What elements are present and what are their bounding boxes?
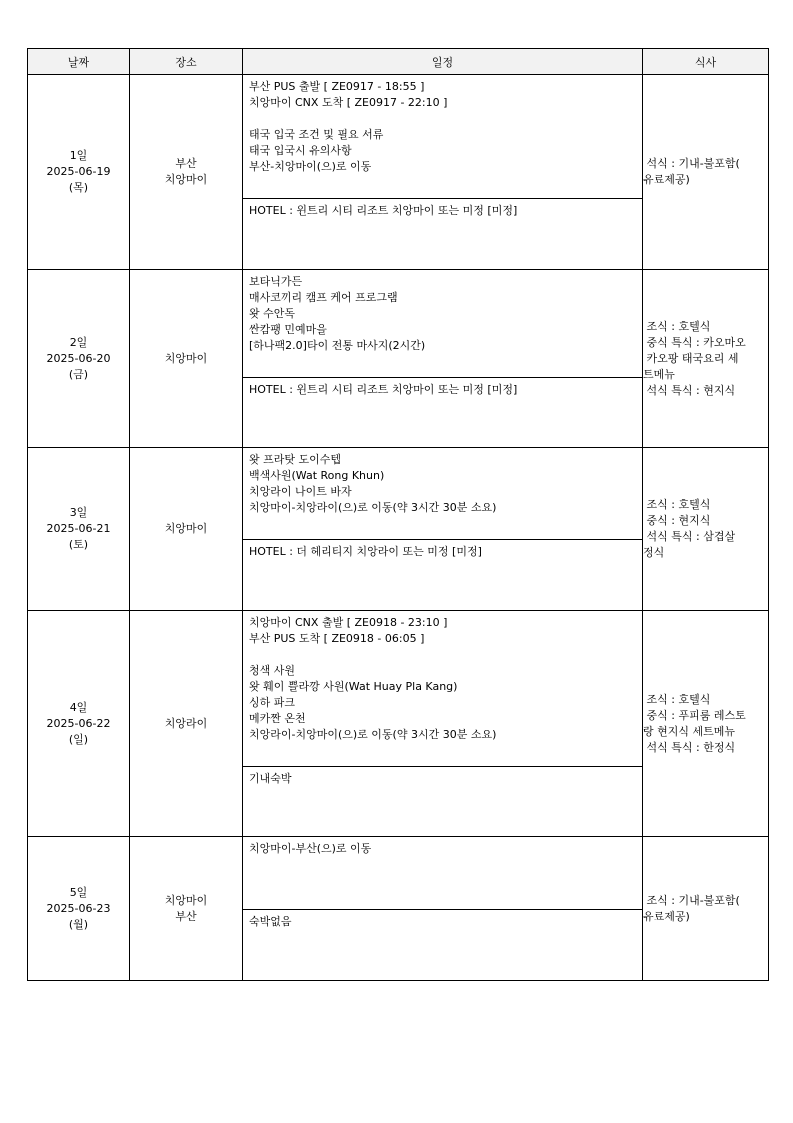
day-day: 2일 <box>69 335 88 349</box>
schedule-line <box>249 111 636 127</box>
day-day: 3일 <box>69 506 88 519</box>
schedule-cell <box>243 837 643 981</box>
schedule-activities <box>243 270 642 377</box>
place-cell <box>130 611 243 837</box>
schedule-line: 치앙마이 CNX 출발 [ ZE0918 - 23:10 ] <box>249 616 448 629</box>
hotel-text: HOTEL : 윈트리 시티 리조트 치앙마이 또는 미정 [미정] <box>249 204 518 217</box>
day-row <box>28 837 769 981</box>
schedule-line: 태국 입국시 유의사항 <box>249 144 352 157</box>
itinerary-table <box>27 48 769 981</box>
day-weekday: (금) <box>68 367 89 381</box>
place-name: 부산 <box>175 909 197 923</box>
day-date: 2025-06-19 <box>46 165 111 178</box>
meal-line: 랑 현지식 세트메뉴 <box>643 724 736 738</box>
day-day: 1일 <box>69 149 88 162</box>
schedule-line: 치앙마이-치앙라이(으)로 이동(약 3시간 30분 소요) <box>249 501 497 514</box>
schedule-line: 청색 사원 <box>249 664 296 677</box>
meal-line: 중식 특식 : 카오마오 <box>643 335 746 349</box>
day-row <box>28 611 769 837</box>
place-name: 부산 <box>175 157 197 170</box>
meal-line: 유료제공) <box>643 173 690 186</box>
hotel-info <box>243 766 642 836</box>
schedule-cell <box>243 611 643 837</box>
meal-line: 석식 특식 : 삼겹살 <box>643 530 736 543</box>
hotel-text: HOTEL : 윈트리 시티 리조트 치앙마이 또는 미정 [미정] <box>249 383 518 396</box>
header-meals: 식사 <box>643 49 769 75</box>
day-date: 2025-06-22 <box>46 716 111 730</box>
meals-cell <box>643 75 769 270</box>
header-place: 장소 <box>130 49 243 75</box>
place-cell <box>130 448 243 611</box>
meal-line: 유료제공) <box>643 909 690 923</box>
day-row <box>28 75 769 270</box>
day-cell <box>28 75 130 270</box>
schedule-line: 싼캄팽 민예마을 <box>249 323 327 336</box>
schedule-line: 백색사원(Wat Rong Khun) <box>249 469 385 482</box>
table-header-row <box>28 49 769 75</box>
schedule-line <box>249 647 636 663</box>
itinerary-body <box>28 75 769 981</box>
place-name: 치앙마이 <box>164 522 208 535</box>
day-cell <box>28 270 130 448</box>
schedule-line: 태국 입국 조건 및 필요 서류 <box>249 128 384 141</box>
hotel-text: HOTEL : 더 헤리티지 치앙라이 또는 미정 [미정] <box>249 545 482 558</box>
meal-line: 중식 : 푸피룸 레스토 <box>643 708 746 722</box>
meal-line: 조식 : 호텔식 <box>643 692 711 706</box>
meal-line: 카오팡 태국요리 세 <box>643 351 739 365</box>
meal-line: 중식 : 현지식 <box>643 514 711 527</box>
hotel-info <box>243 377 642 447</box>
place-name: 치앙라이 <box>164 716 208 730</box>
schedule-cell <box>243 75 643 270</box>
schedule-line: 치앙라이 나이트 바자 <box>249 485 352 498</box>
place-name: 치앙마이 <box>164 351 208 365</box>
day-weekday: (월) <box>68 917 89 931</box>
schedule-activities <box>243 448 642 539</box>
meal-line: 조식 : 호텔식 <box>643 498 711 511</box>
meals-cell <box>643 448 769 611</box>
schedule-line: 부산-치앙마이(으)로 이동 <box>249 160 372 173</box>
meal-line: 석식 특식 : 현지식 <box>643 383 736 397</box>
day-row <box>28 448 769 611</box>
hotel-text: 기내숙박 <box>249 772 292 785</box>
day-weekday: (목) <box>68 181 89 194</box>
schedule-line: 왓 프라탓 도이수텝 <box>249 453 342 466</box>
schedule-activities <box>243 837 642 909</box>
schedule-line: 싱하 파크 <box>249 696 296 709</box>
header-date: 날짜 <box>28 49 130 75</box>
day-weekday: (일) <box>68 732 89 746</box>
day-weekday: (토) <box>68 538 89 551</box>
schedule-line: 매사코끼리 캠프 케어 프로그램 <box>249 291 398 304</box>
place-name: 치앙마이 <box>164 893 208 907</box>
day-date: 2025-06-20 <box>46 351 111 365</box>
hotel-info <box>243 198 642 269</box>
day-date: 2025-06-23 <box>46 901 111 915</box>
meal-line: 트메뉴 <box>643 367 675 381</box>
schedule-activities <box>243 75 642 198</box>
day-row <box>28 270 769 448</box>
meals-cell <box>643 837 769 981</box>
schedule-line: 왓 훼이 쁠라깡 사원(Wat Huay Pla Kang) <box>249 680 458 693</box>
schedule-cell <box>243 448 643 611</box>
meals-cell <box>643 270 769 448</box>
schedule-line: 메카짠 온천 <box>249 712 306 725</box>
schedule-line: 보타닉가든 <box>249 275 303 288</box>
hotel-text: 숙박없음 <box>249 915 292 928</box>
schedule-activities <box>243 611 642 766</box>
day-cell <box>28 837 130 981</box>
day-date: 2025-06-21 <box>46 522 111 535</box>
place-cell <box>130 270 243 448</box>
meal-line: 석식 특식 : 한정식 <box>643 740 736 754</box>
day-cell <box>28 448 130 611</box>
schedule-line: 부산 PUS 도착 [ ZE0918 - 06:05 ] <box>249 632 425 645</box>
place-cell <box>130 75 243 270</box>
hotel-info <box>243 909 642 980</box>
place-cell <box>130 837 243 981</box>
meal-line: 정식 <box>643 546 665 559</box>
schedule-line: 왓 수안독 <box>249 307 296 320</box>
header-schedule: 일정 <box>243 49 643 75</box>
schedule-line: 치앙마이 CNX 도착 [ ZE0917 - 22:10 ] <box>249 96 448 109</box>
schedule-cell <box>243 270 643 448</box>
meal-line: 조식 : 호텔식 <box>643 319 711 333</box>
meal-line: 석식 : 기내-불포함( <box>643 157 740 170</box>
hotel-info <box>243 539 642 610</box>
day-day: 4일 <box>69 700 88 714</box>
meal-line: 조식 : 기내-불포함( <box>643 893 740 907</box>
day-cell <box>28 611 130 837</box>
schedule-line: 치앙마이-부산(으)로 이동 <box>249 842 372 855</box>
schedule-line: 부산 PUS 출발 [ ZE0917 - 18:55 ] <box>249 80 425 93</box>
day-day: 5일 <box>69 885 88 899</box>
schedule-line: [하나팩2.0]타이 전통 마사지(2시간) <box>249 339 426 352</box>
schedule-line: 치앙라이-치앙마이(으)로 이동(약 3시간 30분 소요) <box>249 728 497 741</box>
meals-cell <box>643 611 769 837</box>
place-name: 치앙마이 <box>164 173 208 186</box>
